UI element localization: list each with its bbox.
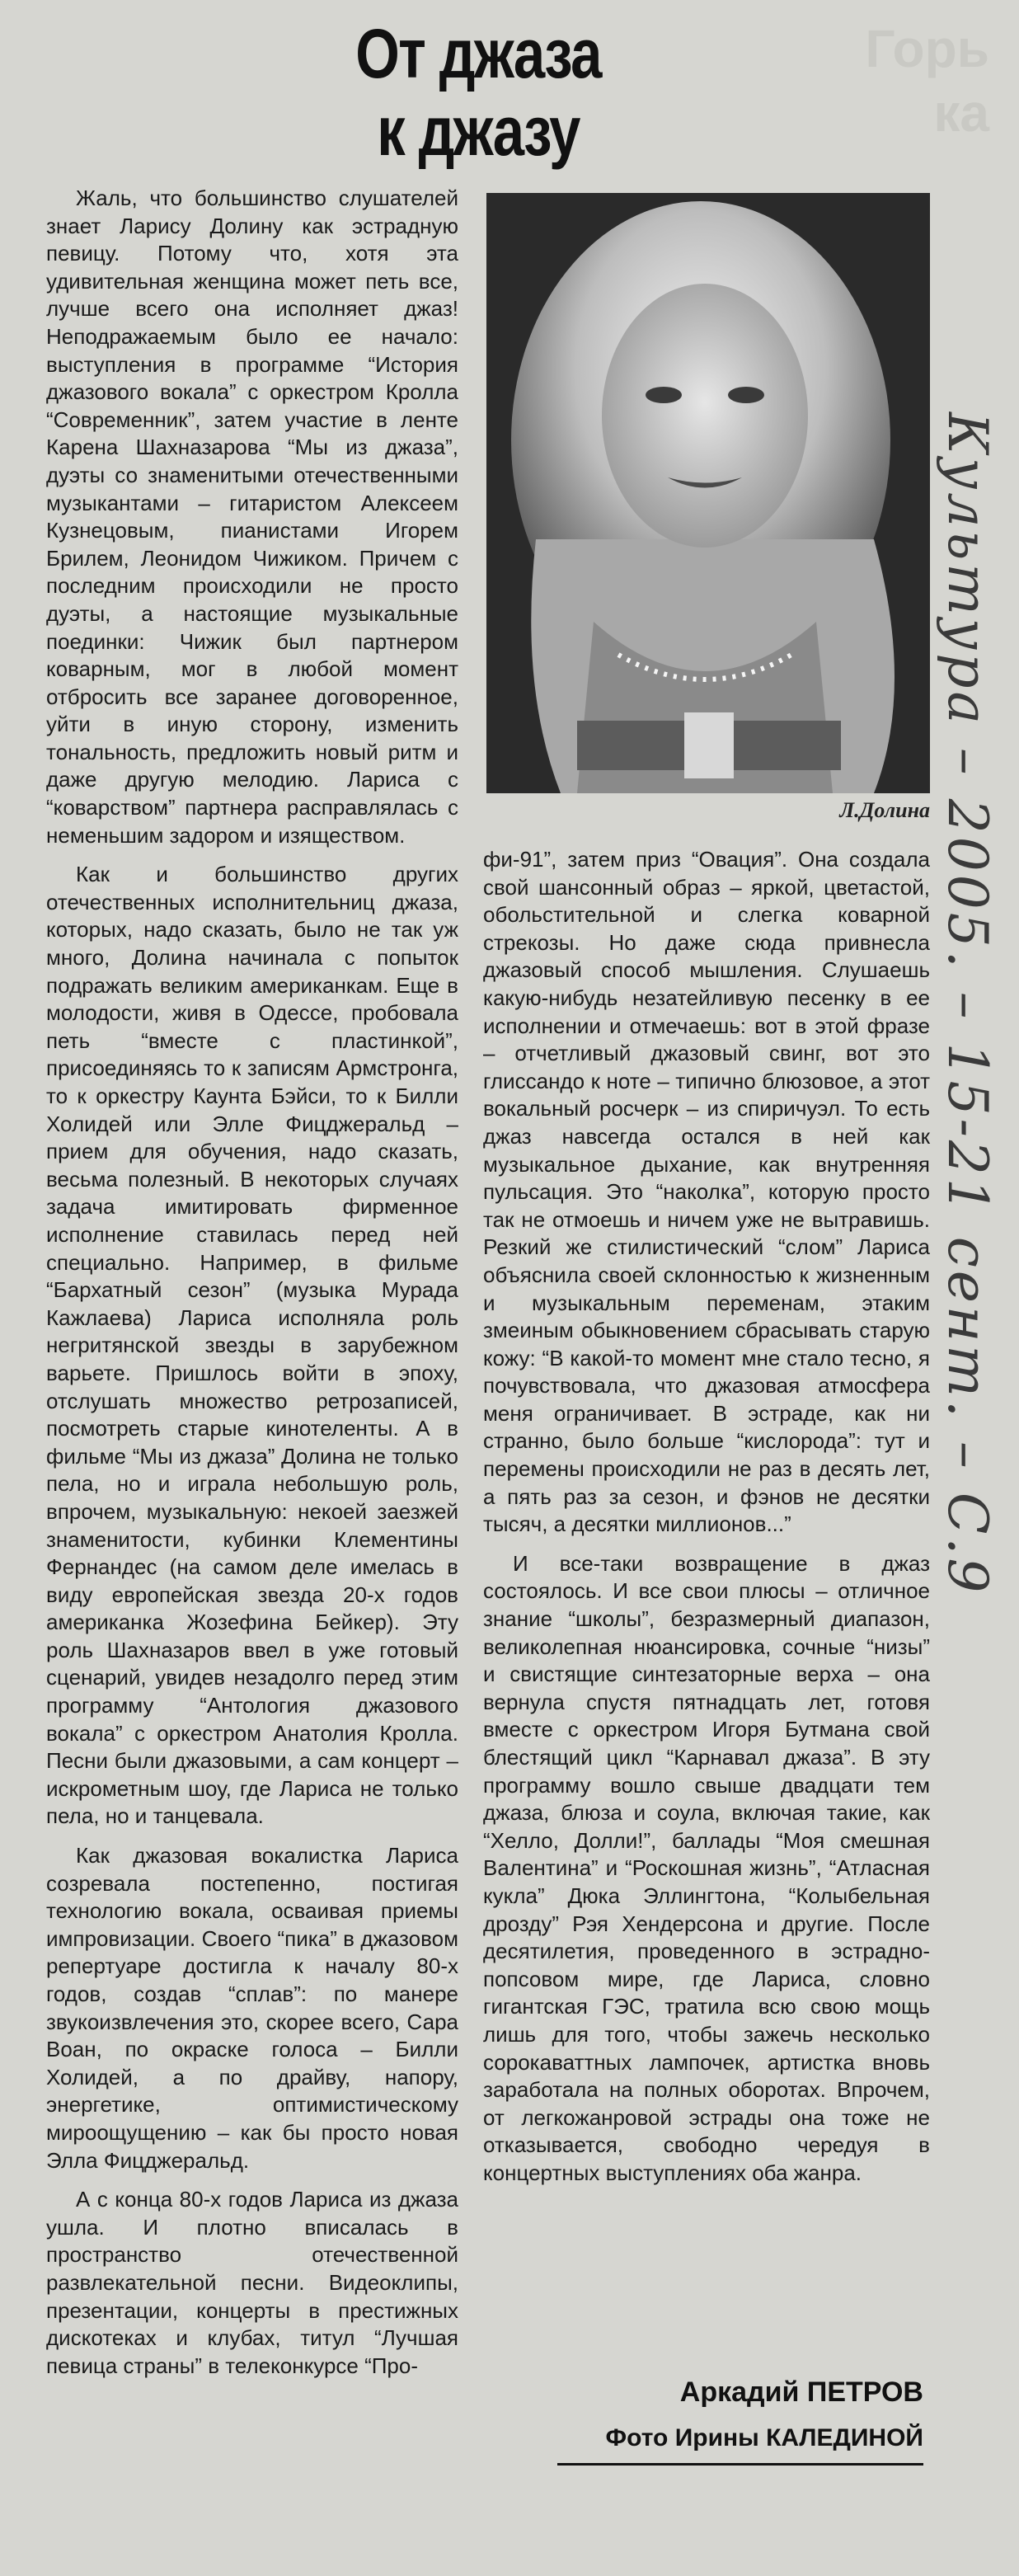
headline-line-1: От джаза <box>355 15 601 92</box>
paragraph: А с конца 80-х годов Лариса из джаза ушла. И плотно вписалась в пространство отечественной развлекательной песни. Видеоклипы, презентации, концерты в престижных дискотеках и клубах, титул “Лучшая певица страны” в телеконкурсе “Про- <box>46 2187 458 2378</box>
paragraph: И все-таки возвращение в джаз состоялось. И все свои плюсы – отличное знание “школы”, безразмерный диапазон, великолепная нюансировка, сочные “низы” и свистящие синтезаторные верха – она вернула спустя пятнадцать лет, готовя вместе с оркестром Игоря Бутмана свой блестящий цикл “Карнавал джаза”. В эту программу вошло свыше двадцати тем джаза, блюза и соула, включая такие, как “Хелло, Долли!”, баллады “Моя смешная Валентина” и “Роскошная жизнь”, “Атласная кукла” Дюка Эллингтона, “Колыбельная дрозду” Рэя Хендерсона и другие. После десятилетия, проведенного в эстрадно-попсовом мире, где Лариса, словно гигантская ГЭС, тратила всю свою мощь лишь для того, чтобы зажечь несколько сорокаваттных лампочек, артистка вновь заработала на полных оборотах. Впрочем, от легкожанровой эстрады она тоже не отказывается, свободно чередуя в концертных выступлениях оба жанра. <box>483 1550 930 2185</box>
author-byline: Аркадий ПЕТРОВ <box>679 2376 923 2408</box>
handwritten-note <box>930 412 1004 1699</box>
handwritten-note-text: Культура – 2005. – 15-21 сент. – С.9 <box>936 412 999 1596</box>
article-headline <box>289 15 667 170</box>
bleed-through-text: Горь ка <box>865 19 989 143</box>
byline-underline <box>557 2463 923 2466</box>
paragraph: Как и большинство других отечественных исполнительниц джаза, которых, надо сказать, было не так уж много, Долина начинала с попыток подражать великим американкам. Еще в молодости, живя в Одессе, пробовала петь “вместе с пластинкой”, присоединяясь то к записям Армстронга, то к оркестру Каунта Бэйси, то к Билли Холидей или Элле Фицджеральд – прием для обучения, надо сказать, весьма полезный. В некоторых случаях задача имитировать фирменное исполнение ставилась перед ней специально. Например, в фильме “Бархатный сезон” (музыка Мурада Кажлаева) Лариса исполняла роль негритянской звезды в зарубежном варьете. Пришлось войти в эпоху, отслушать множество ретрозаписей, посмотреть старые кинотеленты. А в фильме “Мы из джаза” Долина не только пела, но и играла небольшую роль, впрочем, музыкальную: некоей заезжей знаменитости, кубинки Клементины Фернандес (на самом деле имелась в виду европейская звезда 20-х годов американка Жозефина Бейкер). Эту роль Шахназаров ввел в уже готовый сценарий, увидев незадолго перед этим программу “Антология джазового вокала” с оркестром Анатолия Кролла. Песни были джазовыми, а сам концерт – искрометным шоу, где Лариса не только пела, но и танцевала. <box>46 862 458 1829</box>
photo-caption: Л.Долина <box>839 798 930 822</box>
right-text-column <box>483 846 930 2188</box>
paragraph: фи-91”, затем приз “Овация”. Она создала свой шансонный образ – яркой, цветастой, обольстительной и слегка коварной стрекозы. Но даже сюда привнесла джазовый способ мышления. Слушаешь какую-нибудь незатейливую песенку в ее исполнении и отмечаешь: вот в этой фразе – отчетливый джазовый свинг, вот это глиссандо к ноте – типично блюзовое, а этот вокальный росчерк – из спиричуэл. То есть джаз навсегда остался в ней как музыкальное дыхание, как внутренняя пульсация. Это “наколка”, которую просто так не отмоешь и ничем уже не вытравишь. Резкий же стилистический “слом” Лариса объяснила своей склонностью к жизненным и музыкальным переменам, этаким змеиным обыкновением сбрасывать старую кожу: “В какой-то момент мне стало тесно, я почувствовала, что джазовая атмосфера меня ограничивает. В эстраде, как ни странно, было больше “кислорода”: тут и перемены происходили не раз в десять лет, а пять раз за сезон, и фэнов не десятки тысяч, а десятки миллионов...” <box>483 847 930 1537</box>
photo-credit: Фото Ирины КАЛЕДИНОЙ <box>605 2424 923 2451</box>
paragraph: Как джазовая вокалистка Лариса созревала постепенно, постигая технологию вокала, осваивая приемы импровизации. Своего “пика” в джазовом репертуаре достигла к началу 80-х годов, создав “сплав”: по манере звукоизвлечения это, скорее всего, Сара Воан, по окраске голоса – Билли Холидей, а по драйву, напору, энергетике, оптимистическому мироощущению – как бы просто новая Элла Фицджеральд. <box>46 1843 458 2173</box>
left-text-column <box>46 185 458 2380</box>
portrait-illustration <box>486 193 930 793</box>
paragraph: Жаль, что большинство слушателей знает Ларису Долину как эстрадную певицу. Потому что, хотя эта удивительная женщина может петь все, лучше всего она исполняет джаз! Неподражаемым было ее начало: выступления в программе “История джазового вокала” с оркестром Кролла “Современник”, затем участие в ленте Карена Шахназарова “Мы из джаза”, дуэты со знаменитыми отечественными музыкантами – гитаристом Алексеем Кузнецовым, пианистами Игорем Брилем, Леонидом Чижиком. Причем с последним происходили не просто дуэты, а настоящие музыкальные поединки: Чижик был партнером коварным, мог в любой момент отбросить все заранее договоренное, уйти в иную сторону, изменить тональность, предложить новый ритм и даже другую мелодию. Лариса с “коварством” партнера расправлялась с неменьшим задором и изяществом. <box>46 186 458 848</box>
headline-line-2: к джазу <box>377 92 580 170</box>
singer-photo <box>486 193 930 793</box>
